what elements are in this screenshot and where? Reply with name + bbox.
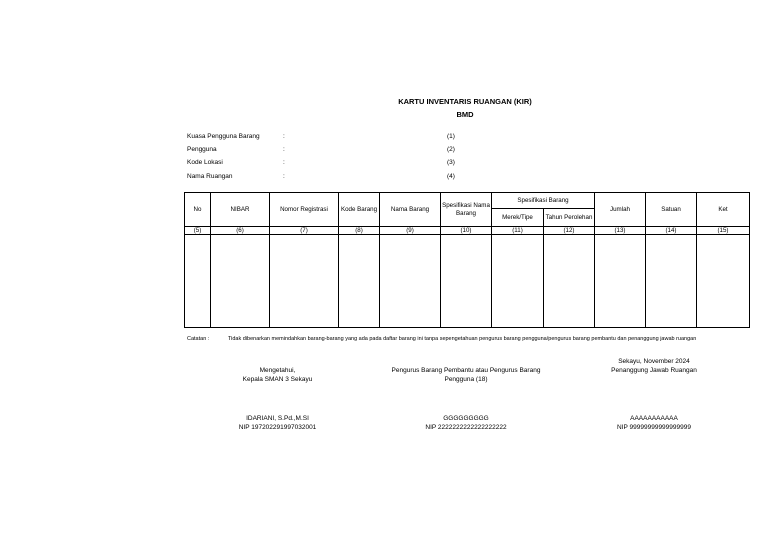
inventory-table — [184, 192, 750, 328]
table-cell — [380, 235, 441, 328]
info-number: (4) — [447, 173, 455, 180]
info-row-kode-lokasi — [187, 159, 487, 169]
table-cell — [441, 235, 492, 328]
table-cell — [211, 235, 270, 328]
info-number: (3) — [447, 159, 455, 166]
table-cell — [595, 235, 646, 328]
info-label: Kuasa Pengguna Barang — [187, 133, 260, 140]
signature-right-nip: NIP 99999999999999999 — [617, 424, 691, 431]
catatan-label: Catatan : — [187, 336, 210, 342]
info-colon: : — [283, 159, 285, 166]
header-spesifikasi-nama-barang: Spesifikasi Nama Barang — [441, 193, 492, 227]
signature-middle-line1: Pengurus Barang Pembantu atau Pengurus Barang — [391, 367, 541, 374]
column-number-row — [185, 227, 750, 235]
info-colon: : — [283, 146, 285, 153]
signature-middle-line2: Pengguna (18) — [444, 376, 488, 383]
signature-middle-nip: NIP 2222222222222222222 — [425, 424, 507, 431]
info-row-nama-ruangan — [187, 173, 487, 183]
info-label: Pengguna — [187, 146, 217, 153]
table-body-row — [185, 235, 750, 328]
signature-right-name: AAAAAAAAAAA — [630, 415, 678, 422]
info-label: Nama Ruangan — [187, 173, 233, 180]
header-satuan: Satuan — [646, 193, 697, 227]
column-number: (14) — [646, 227, 697, 235]
info-colon: : — [283, 173, 285, 180]
header-ket: Ket — [697, 193, 750, 227]
header-nama-barang: Nama Barang — [380, 193, 441, 227]
header-nomor-registrasi: Nomor Registrasi — [270, 193, 339, 227]
document-subtitle: BMD — [456, 110, 474, 119]
signature-left-line2: Kepala SMAN 3 Sekayu — [242, 376, 313, 383]
table-cell — [697, 235, 750, 328]
column-number: (9) — [380, 227, 441, 235]
signature-left-line1: Mengetahui, — [259, 367, 296, 374]
column-number: (6) — [211, 227, 270, 235]
catatan-text: Tidak dibenarkan memindahkan barang-barang yang ada pada daftar barang ini tanpa sepengetahuan pengurus barang pengguna/pengurus barang pembantu dan penanggung jawab ruangan — [228, 336, 697, 342]
info-number: (1) — [447, 133, 455, 140]
signature-left-name: IDARIANI, S.Pd.,M.SI — [246, 415, 309, 422]
header-jumlah: Jumlah — [595, 193, 646, 227]
info-row-kuasa-pengguna — [187, 133, 487, 143]
column-number: (12) — [544, 227, 595, 235]
table-cell — [492, 235, 544, 328]
column-number: (7) — [270, 227, 339, 235]
column-number: (11) — [492, 227, 544, 235]
info-number: (2) — [447, 146, 455, 153]
header-kode-barang: Kode Barang — [339, 193, 380, 227]
header-merek-tipe: Merek/Tipe — [492, 209, 544, 227]
table-cell — [646, 235, 697, 328]
column-number: (13) — [595, 227, 646, 235]
table-cell — [270, 235, 339, 328]
header-spesifikasi-barang: Spesifikasi Barang — [492, 193, 595, 209]
column-number: (10) — [441, 227, 492, 235]
info-row-pengguna — [187, 146, 487, 156]
table-cell — [185, 235, 211, 328]
header-tahun-perolehan: Tahun Perolehan — [544, 209, 595, 227]
signature-left-nip: NIP 197202291997032001 — [238, 424, 317, 431]
column-number: (15) — [697, 227, 750, 235]
signature-right-line1: Penanggung Jawab Ruangan — [611, 367, 697, 374]
header-nibar: NIBAR — [211, 193, 270, 227]
signature-date: Sekayu, November 2024 — [618, 358, 690, 365]
info-colon: : — [283, 133, 285, 140]
signature-middle-name: GGGGGGGGG — [443, 415, 489, 422]
header-no: No — [185, 193, 211, 227]
info-label: Kode Lokasi — [187, 159, 223, 166]
document-title: KARTU INVENTARIS RUANGAN (KIR) — [398, 97, 532, 106]
column-number: (5) — [185, 227, 211, 235]
table-cell — [544, 235, 595, 328]
table-cell — [339, 235, 380, 328]
column-number: (8) — [339, 227, 380, 235]
